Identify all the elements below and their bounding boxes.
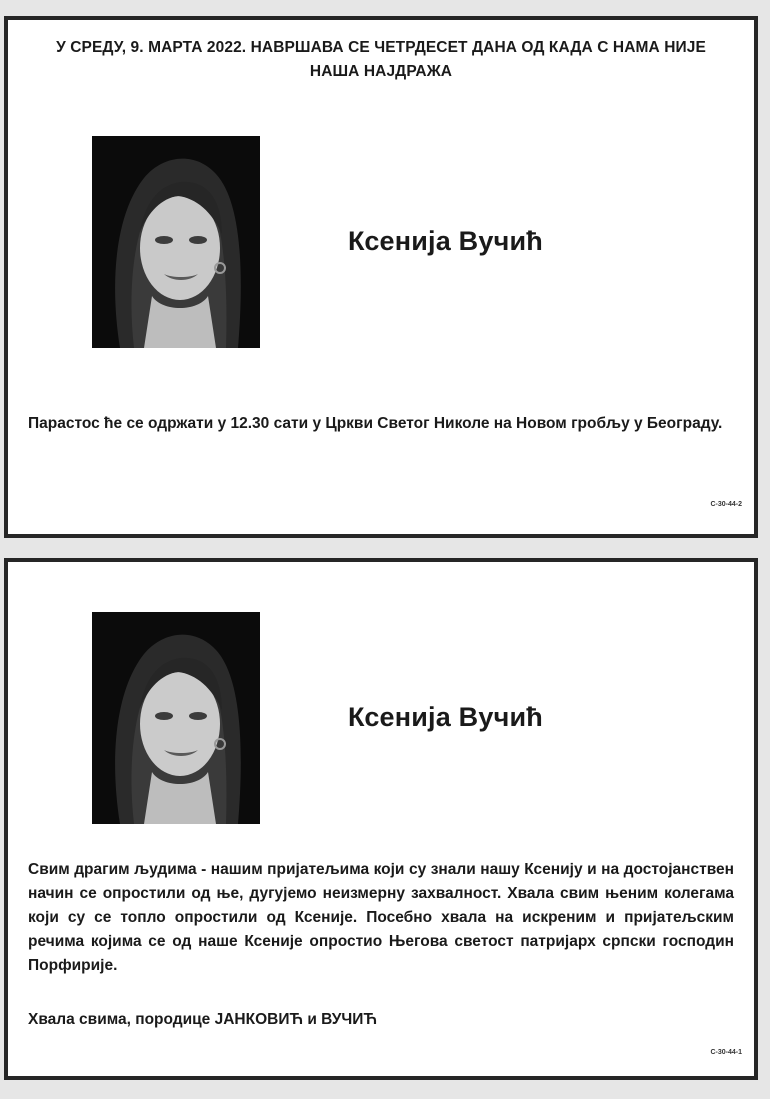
portrait-photo [92, 612, 260, 824]
notice-header [28, 36, 734, 84]
deceased-name: Ксенија Вучић [348, 702, 543, 732]
obituary-notice-memorial [4, 16, 758, 538]
thank-you-message: Свим драгим људима - нашим пријатељима који су знали нашу Ксенију и на достојанствен начин се опростили од ње, дугујемо неизмерну захвалност. Хвала свим њеним колегама који су се топло опростили од Ксеније. Посебно хвала на искреним и пријатељским речима којима се од наше Ксеније опростио Његова светост патријарх српски господин Порфирије. [28, 861, 734, 974]
portrait-photo [92, 136, 260, 348]
notice-code: С-30-44-2 [710, 501, 742, 508]
family-signature: Хвала свима, породице ЈАНКОВИЋ и ВУЧИЋ [28, 1011, 378, 1028]
deceased-name: Ксенија Вучић [348, 226, 543, 256]
notice-code: С-30-44-1 [710, 1049, 742, 1056]
obituary-notice-thanks [4, 558, 758, 1080]
service-announcement: Парастос ће се одржати у 12.30 сати у Цркви Светог Николе на Новом гробљу у Београду. [28, 415, 723, 432]
header-line-1: У СРЕДУ, 9. МАРТА 2022. НАВРШАВА СЕ ЧЕТРДЕСЕТ ДАНА ОД КАДА С НАМА НИЈЕ [56, 39, 706, 56]
header-line-2: НАША НАЈДРАЖА [309, 63, 453, 80]
